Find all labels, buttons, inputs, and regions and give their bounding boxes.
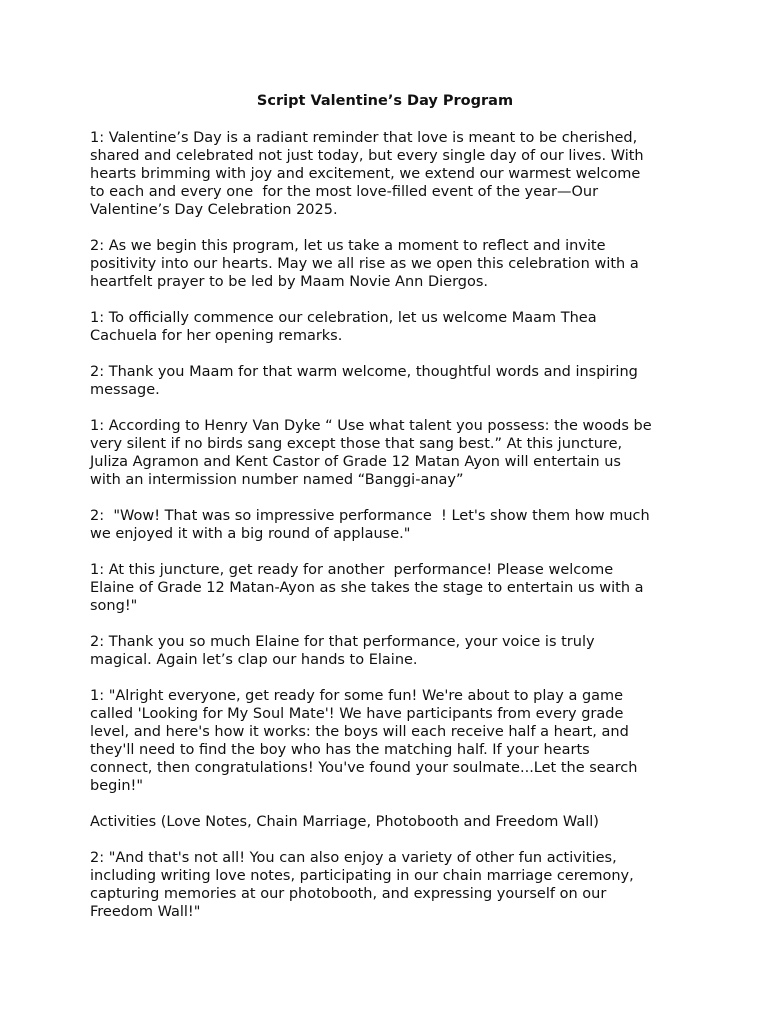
script-paragraph [90, 687, 680, 795]
paragraph-line: 1: At this juncture, get ready for another performance! Please welcome [90, 562, 614, 578]
paragraph-line: we enjoyed it with a big round of applause." [90, 526, 411, 542]
script-paragraph [90, 849, 680, 921]
script-paragraph [90, 237, 680, 291]
paragraph-line: Activities (Love Notes, Chain Marriage, Photobooth and Freedom Wall) [90, 814, 599, 830]
paragraph-line: message. [90, 382, 160, 398]
paragraph-line: Freedom Wall!" [90, 904, 201, 920]
paragraph-line: Juliza Agramon and Kent Castor of Grade 12 Matan Ayon will entertain us [90, 454, 621, 470]
script-paragraph [90, 129, 680, 219]
paragraph-line: connect, then congratulations! You've found your soulmate...Let the search [90, 760, 638, 776]
document-title: Script Valentine’s Day Program [256, 93, 514, 109]
paragraph-line: very silent if no birds sang except those that sang best.” At this juncture, [90, 436, 623, 452]
script-paragraph [90, 633, 680, 669]
document-body [90, 129, 680, 921]
paragraph-line: to each and every one for the most love-filled event of the year—Our [90, 184, 599, 200]
paragraph-line: they'll need to find the boy who has the matching half. If your hearts [90, 742, 590, 758]
paragraph-line: hearts brimming with joy and excitement, we extend our warmest welcome [90, 166, 641, 182]
paragraph-line: with an intermission number named “Banggi-anay” [90, 472, 464, 488]
paragraph-line: shared and celebrated not just today, but every single day of our lives. With [90, 148, 644, 164]
paragraph-line: including writing love notes, participating in our chain marriage ceremony, [90, 868, 634, 884]
document-page [90, 91, 680, 939]
paragraph-line: 1: According to Henry Van Dyke “ Use what talent you possess: the woods be [90, 418, 652, 434]
paragraph-line: 1: Valentine’s Day is a radiant reminder that love is meant to be cherished, [90, 130, 638, 146]
script-paragraph [90, 363, 680, 399]
paragraph-line: 2: "And that's not all! You can also enjoy a variety of other fun activities, [90, 850, 617, 866]
paragraph-line: begin!" [90, 778, 144, 794]
script-paragraph [90, 309, 680, 345]
paragraph-line: level, and here's how it works: the boys will each receive half a heart, and [90, 724, 629, 740]
paragraph-line: heartfelt prayer to be led by Maam Novie Ann Diergos. [90, 274, 489, 290]
script-paragraph [90, 507, 680, 543]
paragraph-line: capturing memories at our photobooth, and expressing yourself on our [90, 886, 607, 902]
paragraph-line: called 'Looking for My Soul Mate'! We have participants from every grade [90, 706, 624, 722]
paragraph-line: 2: Thank you Maam for that warm welcome, thoughtful words and inspiring [90, 364, 638, 380]
paragraph-line: 2: As we begin this program, let us take a moment to reflect and invite [90, 238, 606, 254]
paragraph-line: 1: "Alright everyone, get ready for some fun! We're about to play a game [90, 688, 624, 704]
script-paragraph [90, 561, 680, 615]
paragraph-line: Elaine of Grade 12 Matan-Ayon as she takes the stage to entertain us with a [90, 580, 644, 596]
script-paragraph [90, 417, 680, 489]
paragraph-line: positivity into our hearts. May we all rise as we open this celebration with a [90, 256, 639, 272]
paragraph-line: 1: To officially commence our celebration, let us welcome Maam Thea [90, 310, 597, 326]
paragraph-line: Cachuela for her opening remarks. [90, 328, 343, 344]
paragraph-line: 2: "Wow! That was so impressive performance ! Let's show them how much [90, 508, 650, 524]
paragraph-line: magical. Again let’s clap our hands to Elaine. [90, 652, 418, 668]
paragraph-line: 2: Thank you so much Elaine for that performance, your voice is truly [90, 634, 595, 650]
paragraph-line: Valentine’s Day Celebration 2025. [90, 202, 338, 218]
paragraph-line: song!" [90, 598, 138, 614]
script-paragraph [90, 813, 680, 831]
